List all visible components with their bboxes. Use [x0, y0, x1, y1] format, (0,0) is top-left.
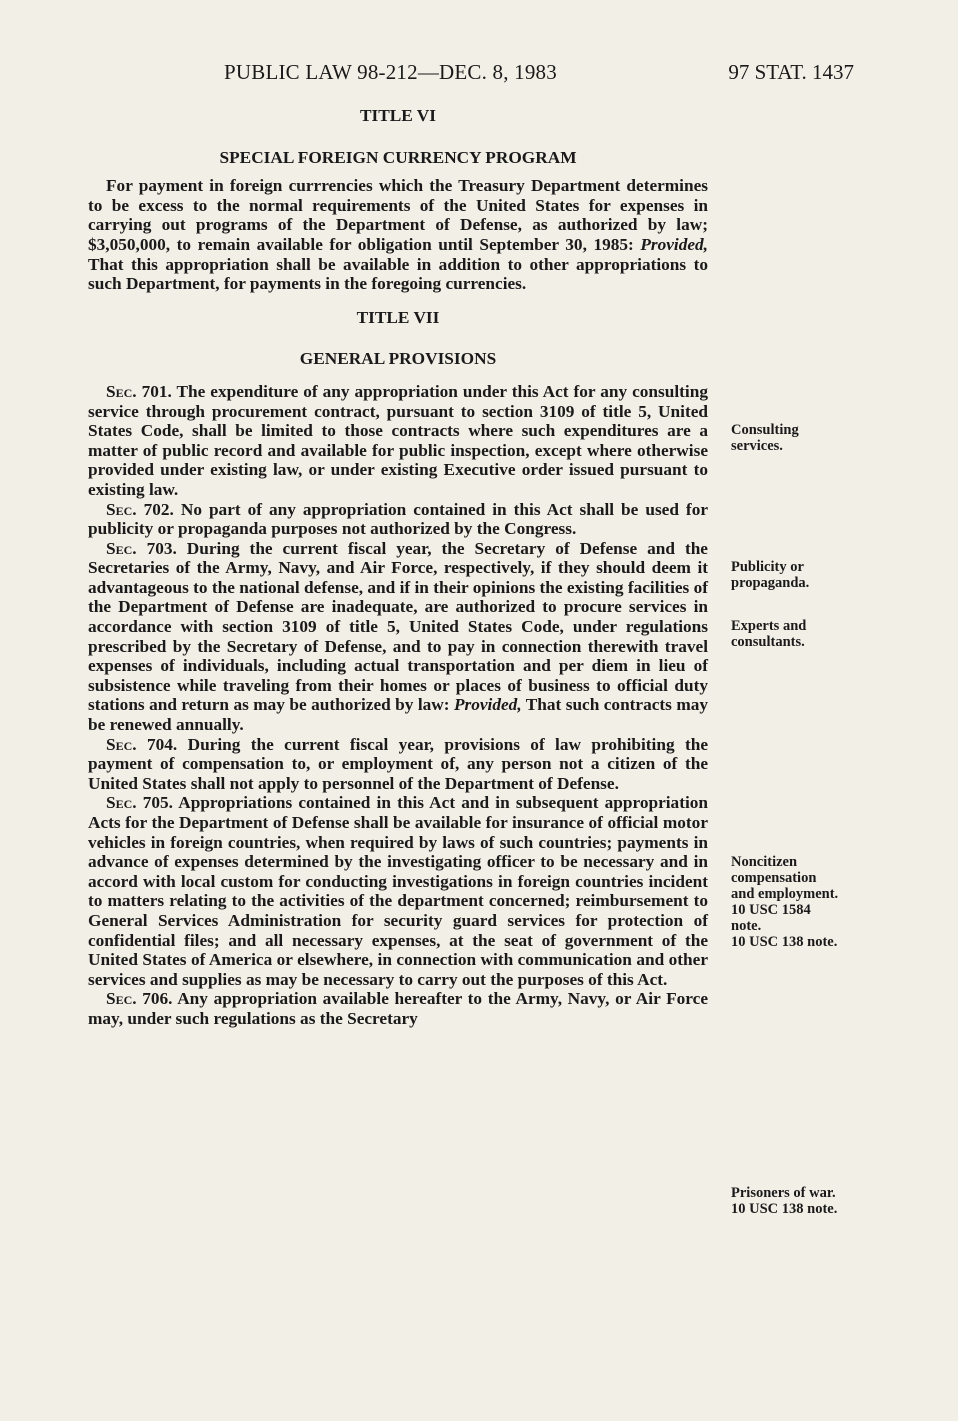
margin-note-line: note.: [731, 918, 762, 934]
section-703: [88, 539, 708, 735]
margin-note-line: propaganda.: [731, 575, 810, 591]
section-703-text-a: During the current fiscal year, the Secretary of Defense and the Secretaries of the Army, Navy, and Air Force, respectively, if they should deem it advantageous to the national defense, and if in their opinions the existing facilities of the Department of Defense are inadequate, are authorized to procure services in accordance with section 3109 of title 5, United States Code, under regulations prescribed by the Secretary of Defense, and to pay in connection therewith travel expenses of individuals, including actual transportation and per diem in lieu of subsistence while traveling from their homes or places of business to official duty stations and return as may be authorized by law:: [88, 538, 708, 715]
title-vi-subheading: SPECIAL FOREIGN CURRENCY PROGRAM: [219, 147, 577, 167]
margin-note-line: compensation: [731, 870, 817, 886]
title-vii-heading: TITLE VII: [356, 307, 440, 327]
section-703-proviso: Provided,: [453, 695, 522, 715]
section-705-label: Sec. 705.: [106, 793, 174, 813]
margin-note-noncitizen: [731, 854, 871, 950]
margin-note-consulting: [731, 422, 871, 454]
section-702-label: Sec. 702.: [106, 499, 174, 519]
section-703-label: Sec. 703.: [106, 538, 177, 558]
section-701: [88, 382, 708, 500]
margin-note-publicity: [731, 559, 871, 591]
title-vi-text-b: That this appropriation shall be available in addition to other appropriations to such Department, for payments in the foregoing currencies.: [88, 254, 708, 294]
title-vi-paragraph: [88, 176, 708, 294]
margin-note-experts: [731, 618, 871, 650]
title-vi-text-a: For payment in foreign currrencies which the Treasury Department determines to be excess to the normal requirements of the United States for expenses in carrying out programs of the Department of Defense, as authorized by law; $3,050,000, to remain available for obligation until September 30, 1985:: [88, 176, 708, 254]
margin-note-line: Noncitizen: [731, 854, 798, 870]
margin-note-line: 10 USC 1584: [731, 902, 811, 918]
section-706-text: Any appropriation available hereafter to the Army, Navy, or Air Force may, under such regulations as the Secretary: [88, 989, 708, 1028]
section-704-text: During the current fiscal year, provisions of law prohibiting the payment of compensation to, or employment of, any person not a citizen of the United States shall not apply to personnel of the Department of Defense.: [88, 734, 708, 793]
margin-note-line: Experts and: [731, 618, 807, 634]
header-law-citation: PUBLIC LAW 98-212—DEC. 8, 1983: [224, 60, 557, 84]
section-702-text: No part of any appropriation contained in this Act shall be used for publicity or propaganda purposes not authorized by the Congress.: [88, 499, 709, 539]
section-704-label: Sec. 704.: [106, 734, 178, 754]
margin-note-line: Publicity or: [731, 559, 804, 575]
main-text-column: [88, 102, 708, 1029]
margin-note-line: 10 USC 138 note.: [731, 934, 838, 950]
margin-note-prisoners: [731, 1185, 871, 1217]
section-706-label: Sec. 706.: [106, 989, 173, 1009]
title-vi-heading: TITLE VI: [359, 106, 437, 125]
section-705-text: Appropriations contained in this Act and in subsequent appropriation Acts for the Department of Defense shall be available for insurance of official motor vehicles in foreign countries, when required by laws of such countries; payments in advance of expenses determined by the investigating officer to be necessary and in accord with local custom for conducting investigations in foreign countries incident to matters relating to the activities of the department concerned; reimbursement to General Services Administration for security guard services for protection of confidential files; and all necessary expenses, at the seat of government of the United States of America or elsewhere, in connection with communication and other services and supplies as may be necessary to carry out the purposes of this Act.: [88, 793, 709, 989]
header-stat-page: 97 STAT. 1437: [728, 60, 854, 84]
section-705: [88, 793, 708, 989]
section-706: [88, 989, 708, 1028]
margin-note-line: consultants.: [731, 634, 805, 650]
margin-note-line: 10 USC 138 note.: [731, 1201, 838, 1217]
section-701-label: Sec. 701.: [106, 381, 172, 401]
running-header: [90, 60, 858, 86]
section-702: [88, 500, 708, 539]
margin-note-line: and employment.: [731, 886, 839, 902]
margin-note-line: Consulting: [731, 422, 799, 438]
title-vii-subheading: GENERAL PROVISIONS: [299, 349, 497, 369]
margin-note-line: Prisoners of war.: [731, 1185, 836, 1201]
section-704: [88, 735, 708, 794]
section-703-text-b: That such contracts may be renewed annually.: [88, 695, 708, 735]
section-701-text: The expenditure of any appropriation under this Act for any consulting service through procurement contract, pursuant to section 3109 of title 5, United States Code, shall be limited to those contracts where such expenditures are a matter of public record and available for public inspection, except where otherwise provided under existing law, or under existing Executive order issued pursuant to existing law.: [88, 381, 708, 499]
margin-note-line: services.: [731, 438, 783, 454]
title-vi-proviso: Provided,: [640, 234, 708, 254]
